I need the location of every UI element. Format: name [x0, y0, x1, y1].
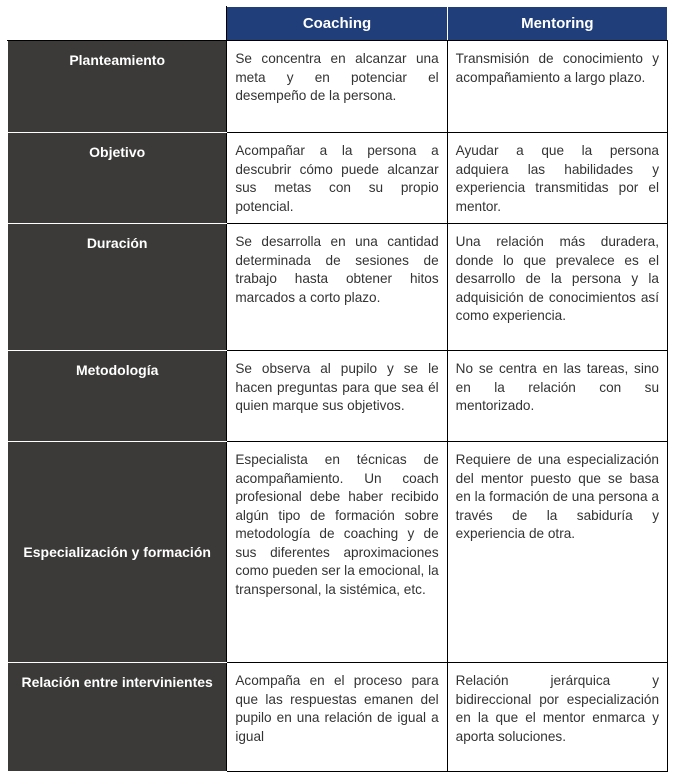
cell-mentoring-metodologia: No se centra en las tareas, sino en la relación con su mentorizado. — [447, 351, 667, 442]
row-label-metodologia: Metodología — [8, 351, 227, 442]
cell-coaching-planteamiento: Se concentra en alcanzar una meta y en potenciar el desempeño de la persona. — [227, 41, 447, 133]
cell-mentoring-objetivo: Ayudar a que la persona adquiera las habilidades y experiencia transmitidas por el mentor. — [447, 133, 667, 224]
header-mentoring: Mentoring — [447, 7, 667, 41]
row-label-relacion: Relación entre intervinientes — [8, 663, 227, 772]
cell-coaching-relacion: Acompaña en el proceso para que las respuestas emanen del pupilo en una relación de igual a igual — [227, 663, 447, 772]
cell-coaching-metodologia: Se observa al pupilo y se le hacen preguntas para que sea él quien marque sus objetivos. — [227, 351, 447, 442]
cell-coaching-objetivo: Acompañar a la persona a descubrir cómo puede alcanzar sus metas con su propio potencial. — [227, 133, 447, 224]
cell-mentoring-especializacion: Requiere de una especialización del mentor puesto que se basa en la formación de una persona a través de la sabiduría y experiencia de otra. — [447, 442, 667, 663]
row-label-especializacion: Especialización y formación — [8, 442, 227, 663]
header-row — [8, 7, 668, 41]
row-label-planteamiento: Planteamiento — [8, 41, 227, 133]
header-blank-cell — [8, 7, 227, 41]
cell-mentoring-planteamiento: Transmisión de conocimiento y acompañamiento a largo plazo. — [447, 41, 667, 133]
table-row — [8, 41, 668, 133]
comparison-table — [7, 6, 668, 772]
table-row — [8, 224, 668, 351]
header-coaching: Coaching — [227, 7, 447, 41]
table-row — [8, 133, 668, 224]
cell-coaching-especializacion: Especialista en técnicas de acompañamiento. Un coach profesional debe haber recibido algún tipo de formación sobre metodología de coaching y de sus diferentes aproximaciones como pueden ser la emocional, la transpersonal, la sistémica, etc. — [227, 442, 447, 663]
cell-mentoring-duracion: Una relación más duradera, donde lo que prevalece es el desarrollo de la persona y la adquisición de conocimientos así como experiencia. — [447, 224, 667, 351]
table-row — [8, 663, 668, 772]
table-row — [8, 442, 668, 663]
table-row — [8, 351, 668, 442]
cell-coaching-duracion: Se desarrolla en una cantidad determinada de sesiones de trabajo hasta obtener hitos marcados a corto plazo. — [227, 224, 447, 351]
row-label-objetivo: Objetivo — [8, 133, 227, 224]
row-label-duracion: Duración — [8, 224, 227, 351]
cell-mentoring-relacion: Relación jerárquica y bidireccional por especialización en la que el mentor enmarca y aporta soluciones. — [447, 663, 667, 772]
